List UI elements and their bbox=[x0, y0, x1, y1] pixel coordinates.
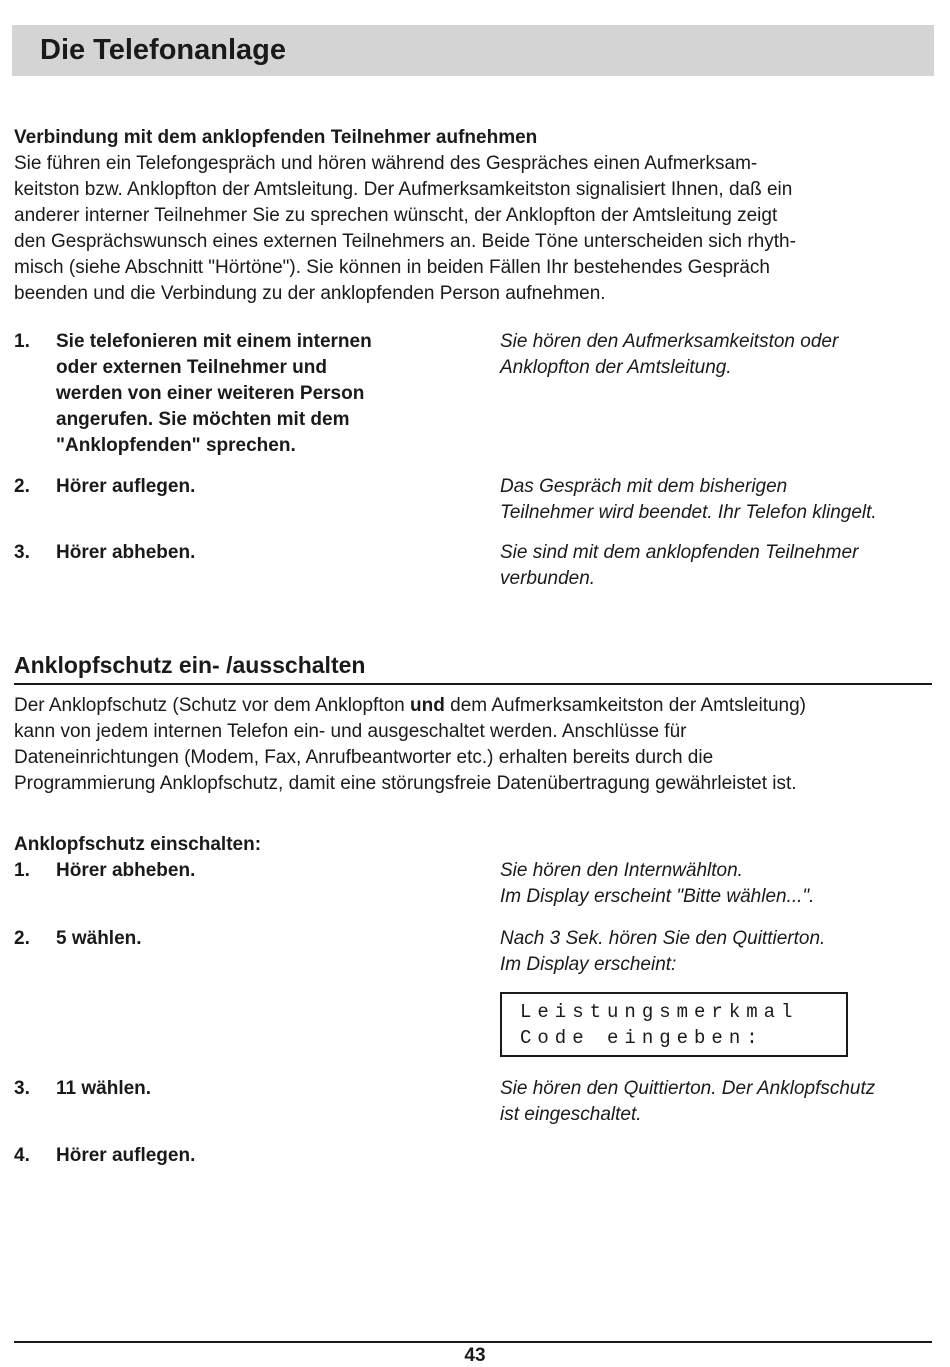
step-number: 2. bbox=[14, 928, 30, 949]
section1-paragraph bbox=[14, 151, 796, 307]
footer-rule bbox=[14, 1341, 932, 1343]
step-result-line: Sie sind mit dem anklopfenden Teilnehmer bbox=[500, 542, 859, 563]
step-result-line: Das Gespräch mit dem bisherigen bbox=[500, 476, 788, 497]
section-heading-anklopfschutz: Anklopfschutz ein- /ausschalten bbox=[14, 652, 366, 678]
paragraph-text: dem Aufmerksamkeitston der Amtsleitung) bbox=[444, 695, 807, 716]
step-result-line: Sie hören den Quittierton. Der Anklopfschutz bbox=[500, 1078, 876, 1099]
display-readout bbox=[500, 992, 848, 1057]
paragraph-line: Dateneinrichtungen (Modem, Fax, Anrufbeantworter etc.) erhalten bereits durch die bbox=[14, 747, 714, 768]
section-heading-verbindung: Verbindung mit dem anklopfenden Teilnehmer aufnehmen bbox=[14, 127, 538, 148]
section2-paragraph bbox=[14, 693, 806, 797]
paragraph-line: beenden und die Verbindung zu der anklopfenden Person aufnehmen. bbox=[14, 283, 606, 304]
step-instruction-line: Hörer auflegen. bbox=[56, 476, 196, 497]
heading-underline bbox=[14, 683, 932, 685]
paragraph-emphasis: und bbox=[410, 695, 445, 716]
step-result-line: Sie hören den Aufmerksamkeitston oder bbox=[500, 331, 839, 352]
step-instruction bbox=[56, 474, 195, 500]
paragraph-line: den Gesprächswunsch eines externen Teilnehmers an. Beide Töne unterscheiden sich rhyth- bbox=[14, 231, 796, 252]
paragraph-line: Sie führen ein Telefongespräch und hören während des Gespräches einen Aufmerksam- bbox=[14, 153, 758, 174]
step-instruction bbox=[56, 926, 142, 952]
paragraph-line: kann von jedem internen Telefon ein- und ausgeschaltet werden. Anschlüsse für bbox=[14, 721, 687, 742]
paragraph-text: Der Anklopfschutz (Schutz vor dem Anklopfton bbox=[14, 695, 411, 716]
step-number: 3. bbox=[14, 1078, 30, 1099]
step-result bbox=[500, 329, 838, 381]
step-number: 3. bbox=[14, 542, 30, 563]
paragraph-line: Programmierung Anklopfschutz, damit eine störungsfreie Datenübertragung gewährleistet ist. bbox=[14, 773, 797, 794]
display-line-1: Leistungsmerkmal bbox=[520, 1001, 799, 1023]
step-number: 2. bbox=[14, 476, 30, 497]
page-number: 43 bbox=[464, 1345, 486, 1366]
step-instruction-line: Hörer abheben. bbox=[56, 860, 196, 881]
paragraph-line: anderer interner Teilnehmer Sie zu sprechen wünscht, der Anklopfton der Amtsleitung zeigt bbox=[14, 205, 778, 226]
step-result bbox=[500, 1076, 875, 1128]
header-bar bbox=[12, 25, 934, 76]
step-instruction-line: "Anklopfenden" sprechen. bbox=[56, 435, 296, 456]
step-instruction-line: Hörer abheben. bbox=[56, 542, 196, 563]
step-result-line: verbunden. bbox=[500, 568, 596, 589]
step-instruction bbox=[56, 858, 195, 884]
step-instruction-line: angerufen. Sie möchten mit dem bbox=[56, 409, 350, 430]
step-instruction bbox=[56, 1076, 151, 1102]
step-result-line: Nach 3 Sek. hören Sie den Quittierton. bbox=[500, 928, 826, 949]
step-result-line: Im Display erscheint: bbox=[500, 954, 677, 975]
page-title: Die Telefonanlage bbox=[40, 34, 287, 66]
display-line-2: Code eingeben: bbox=[520, 1027, 764, 1049]
paragraph-line bbox=[14, 693, 806, 719]
step-result-line: Teilnehmer wird beendet. Ihr Telefon klingelt. bbox=[500, 502, 877, 523]
step-result bbox=[500, 474, 877, 526]
step-result-line: Sie hören den Internwählton. bbox=[500, 860, 743, 881]
step-instruction-line: Hörer auflegen. bbox=[56, 1145, 196, 1166]
step-number: 4. bbox=[14, 1145, 30, 1166]
step-instruction bbox=[56, 1143, 195, 1169]
step-result bbox=[500, 540, 858, 592]
step-instruction bbox=[56, 540, 195, 566]
step-result-line: ist eingeschaltet. bbox=[500, 1104, 642, 1125]
step-instruction-line: werden von einer weiteren Person bbox=[56, 383, 365, 404]
step-number: 1. bbox=[14, 331, 30, 352]
step-result-line: Im Display erscheint "Bitte wählen...". bbox=[500, 886, 815, 907]
step-instruction bbox=[56, 329, 372, 459]
step-instruction-line: 5 wählen. bbox=[56, 928, 142, 949]
step-instruction-line: Sie telefonieren mit einem internen bbox=[56, 331, 372, 352]
step-result-line: Anklopfton der Amtsleitung. bbox=[500, 357, 732, 378]
step-result bbox=[500, 858, 814, 910]
paragraph-line: misch (siehe Abschnitt "Hörtöne"). Sie können in beiden Fällen Ihr bestehendes Gespräch bbox=[14, 257, 770, 278]
step-instruction-line: 11 wählen. bbox=[56, 1078, 152, 1099]
step-number: 1. bbox=[14, 860, 30, 881]
paragraph-line: keitston bzw. Anklopfton der Amtsleitung. Der Aufmerksamkeitston signalisiert Ihnen, daß ein bbox=[14, 179, 793, 200]
subheading-einschalten: Anklopfschutz einschalten: bbox=[14, 834, 262, 855]
step-instruction-line: oder externen Teilnehmer und bbox=[56, 357, 327, 378]
step-result bbox=[500, 926, 825, 978]
